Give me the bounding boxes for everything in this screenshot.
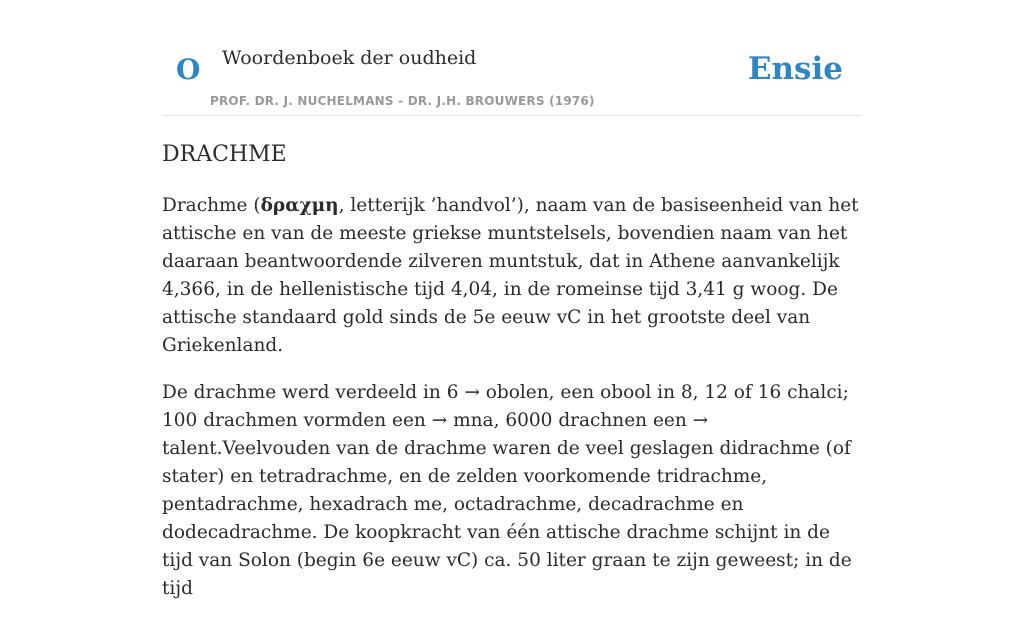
book-authors: PROF. DR. J. NUCHELMANS - DR. J.H. BROUWERS (1976) <box>210 94 595 108</box>
entry-paragraph-2: De drachme werd verdeeld in 6 → obolen, een obool in 8, 12 of 16 chalci; 100 drachmen vormden een → mna, 6000 drachnen een → talent.Veelvouden van de drachme waren de veel geslagen didrachme (of stater) en tetradrachme, en de zelden voorkomende tridrachme, pentadrachme, hexadrach me, octadrachme, decadrachme en dodecadrachme. De koopkracht van één attische drachme schijnt in de tijd van Solon (begin 6e eeuw vC) ca. 50 liter graan te zijn geweest; in de tijd <box>162 382 852 599</box>
entry-title: DRACHME <box>162 142 287 167</box>
p1-after: , letterijk ’handvol’), naam van de basiseenheid van het attische en van de meeste griekse muntstelsels, bovendien naam van het daaraan beantwoordende zilveren muntstuk, dat in Athene aanvankelijk 4,366, in de hellenistische tijd 4,04, in de romeinse tijd 3,41 g woog. De attische standaard gold sinds de 5e eeuw vC in het grootste deel van Griekenland. <box>162 195 859 356</box>
ensie-logo[interactable]: Ensie <box>747 51 843 87</box>
entry-content <box>162 192 862 622</box>
index-letter[interactable]: O <box>176 53 201 86</box>
book-title[interactable]: Woordenboek der oudheid <box>222 47 477 69</box>
greek-term: δραχμη <box>260 195 339 216</box>
header <box>162 0 862 116</box>
entry-paragraph-1 <box>162 192 862 360</box>
page <box>162 0 862 599</box>
p1-before: Drachme ( <box>162 195 261 216</box>
